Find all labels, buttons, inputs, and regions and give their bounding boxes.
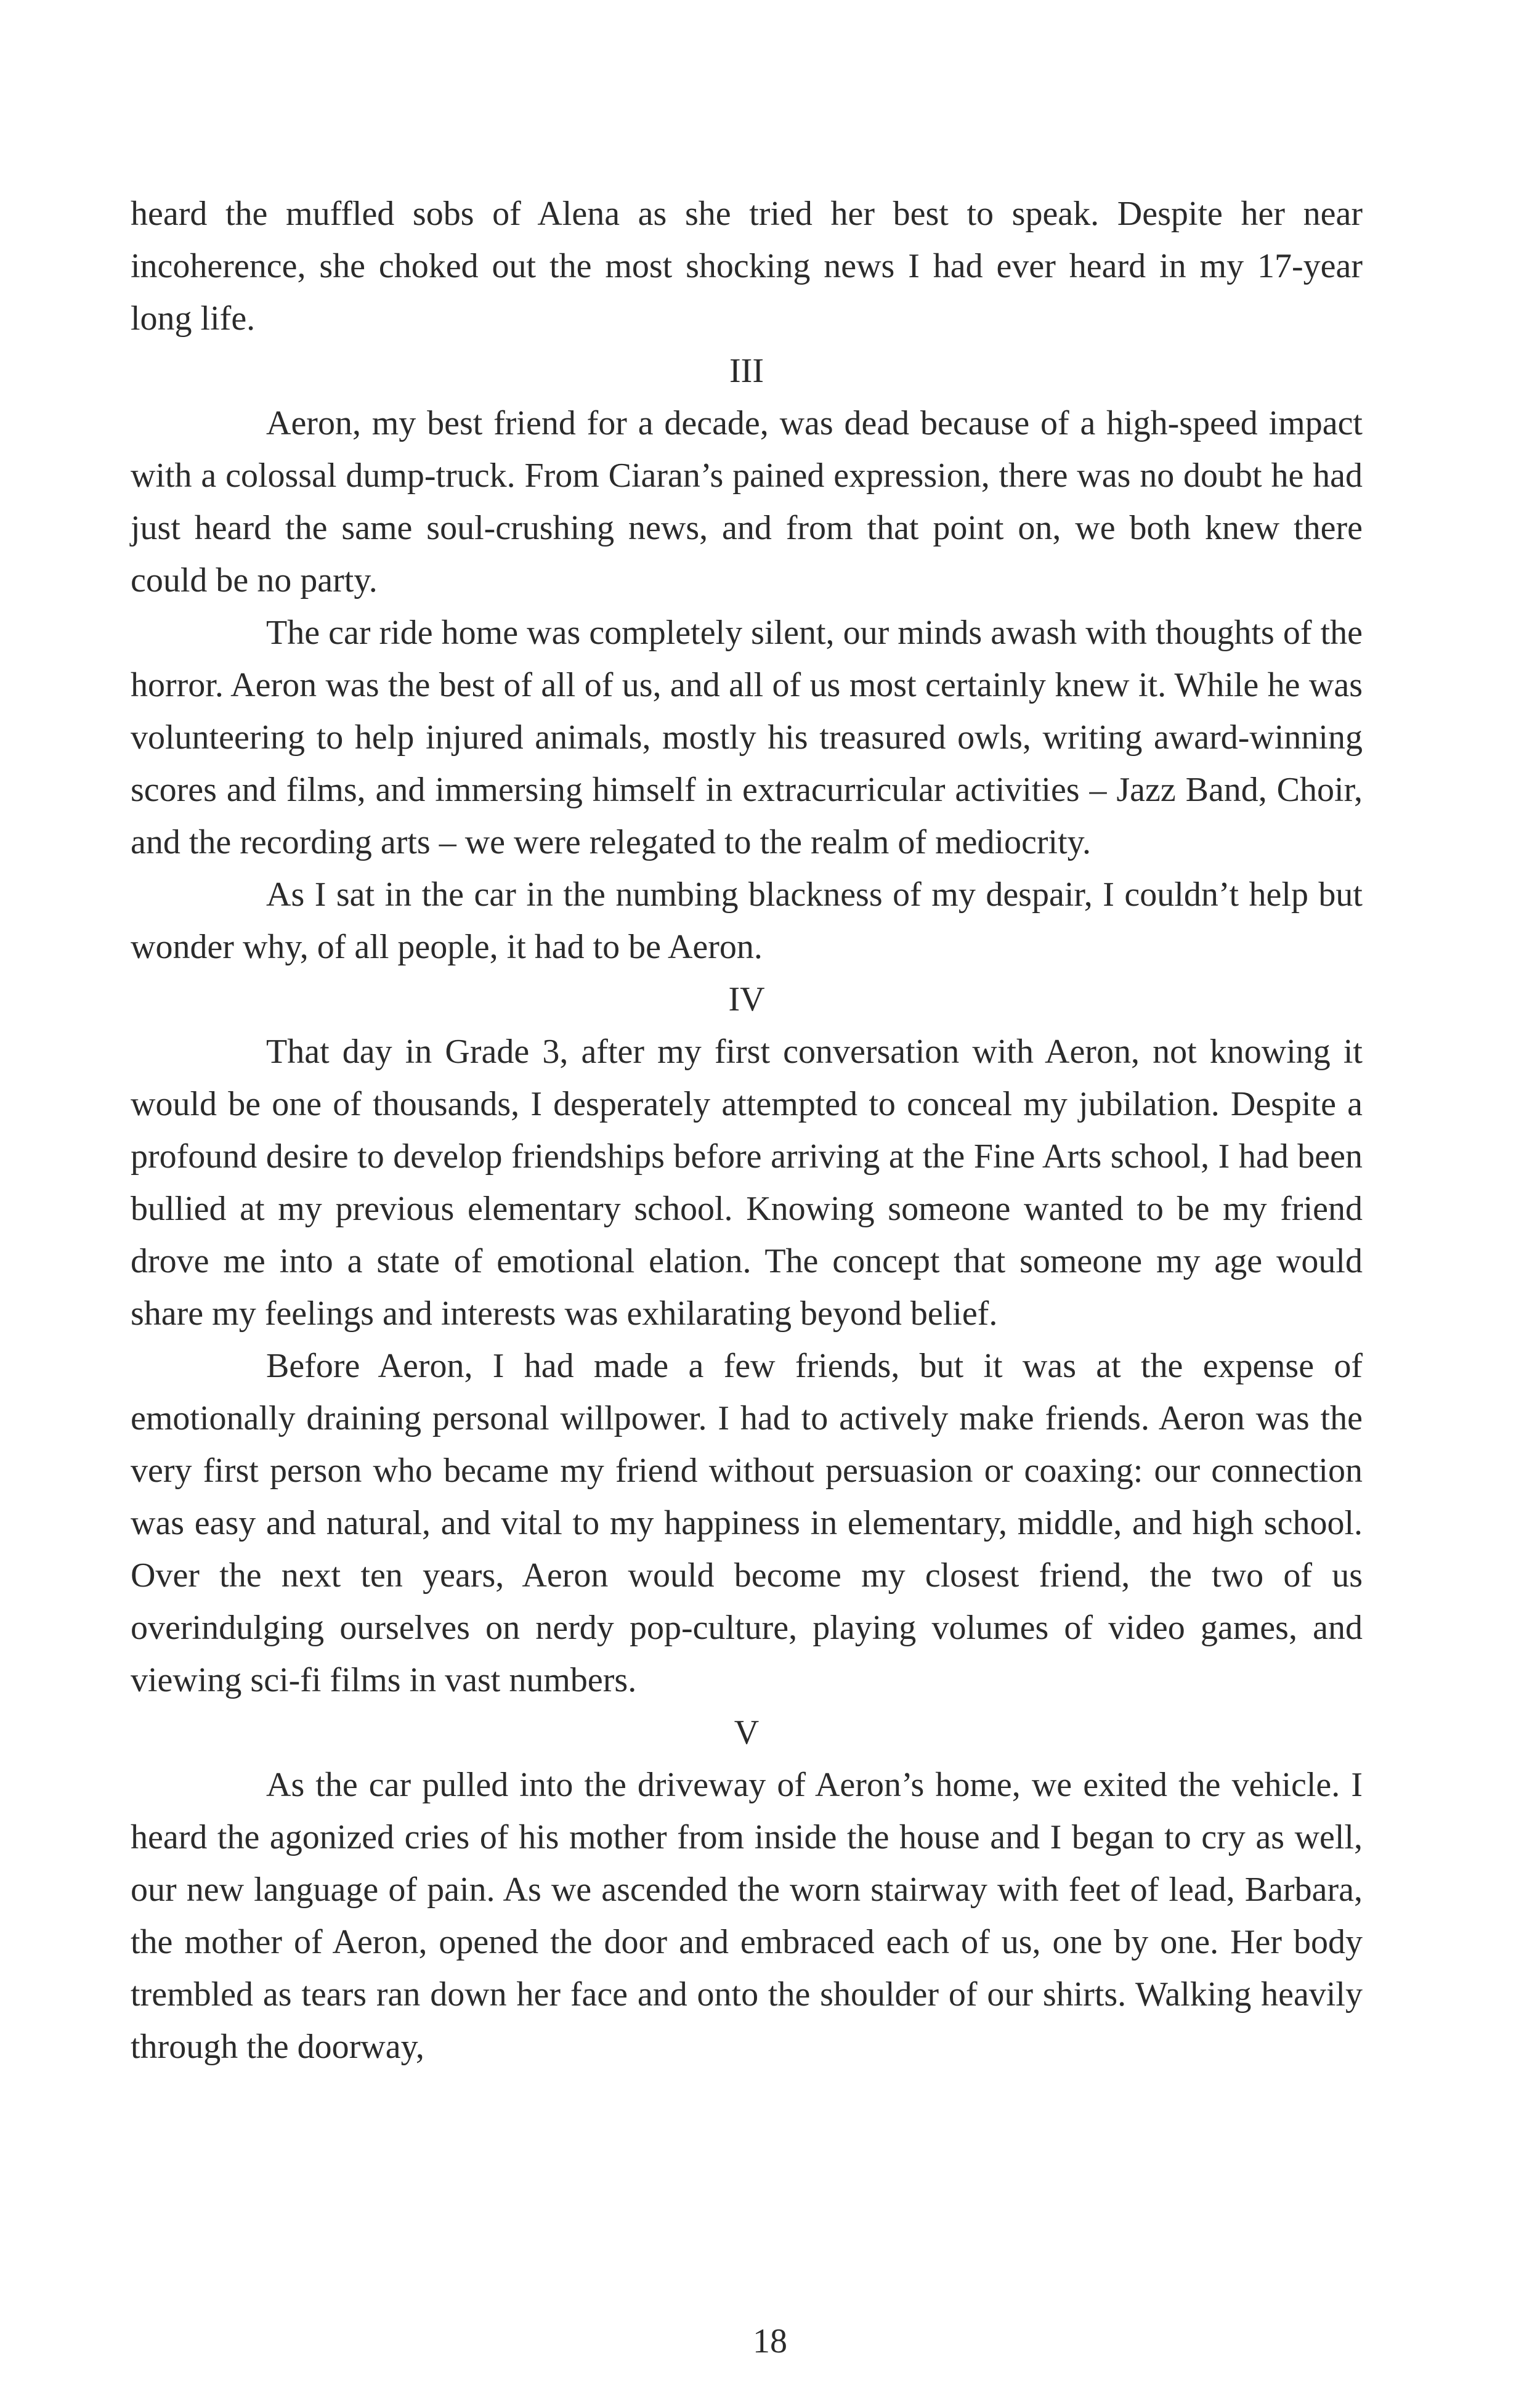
section-heading-iv: IV (728, 980, 765, 1018)
body-text (131, 188, 1363, 2073)
paragraph: The car ride home was completely silent, our minds awash with thoughts of the horror. Aeron was the best of all of us, and all of us most certainly knew it. While he was volunteering to help injured animals, mostly his treasured owls, writing award-winning scores and films, and immersing himself in extracurricular activities – Jazz Band, Choir, and the recording arts – we were relegated to the realm of mediocrity. (131, 614, 1363, 861)
paragraph: heard the muffled sobs of Alena as she tried her best to speak. Despite her near incoherence, she choked out the most shocking news I had ever heard in my 17-year long life. (131, 195, 1363, 338)
paragraph: As the car pulled into the driveway of Aeron’s home, we exited the vehicle. I heard the agonized cries of his mother from inside the house and I began to cry as well, our new language of pain. As we ascended the worn stairway with feet of lead, Barbara, the mother of Aeron, opened the door and embraced each of us, one by one. Her body trembled as tears ran down her face and onto the shoulder of our shirts. Walking heavily through the doorway, (131, 1766, 1363, 2066)
page-number: 18 (753, 2322, 787, 2360)
paragraph: Before Aeron, I had made a few friends, but it was at the expense of emotionally draining personal willpower. I had to actively make friends. Aeron was the very first person who became my friend without persuasion or coaxing: our connection was easy and natural, and vital to my happiness in elementary, middle, and high school. Over the next ten years, Aeron would become my closest friend, the two of us overindulging ourselves on nerdy pop-culture, playing volumes of video games, and viewing sci-fi films in vast numbers. (131, 1347, 1363, 1699)
section-heading-iii: III (729, 352, 764, 390)
paragraph: Aeron, my best friend for a decade, was dead because of a high-speed impact with a colossal dump-truck. From Ciaran’s pained expression, there was no doubt he had just heard the same soul-crushing news, and from that point on, we both knew there could be no party. (131, 404, 1363, 600)
paragraph: That day in Grade 3, after my first conversation with Aeron, not knowing it would be one of thousands, I desperately attempted to conceal my jubilation. Despite a profound desire to develop friendships before arriving at the Fine Arts school, I had been bullied at my previous elementary school. Knowing someone wanted to be my friend drove me into a state of emotional elation. The concept that someone my age would share my feelings and interests was exhilarating beyond belief. (131, 1033, 1363, 1333)
section-heading-v: V (734, 1713, 760, 1752)
paragraph: As I sat in the car in the numbing blackness of my despair, I couldn’t help but wonder why, of all people, it had to be Aeron. (131, 876, 1363, 966)
